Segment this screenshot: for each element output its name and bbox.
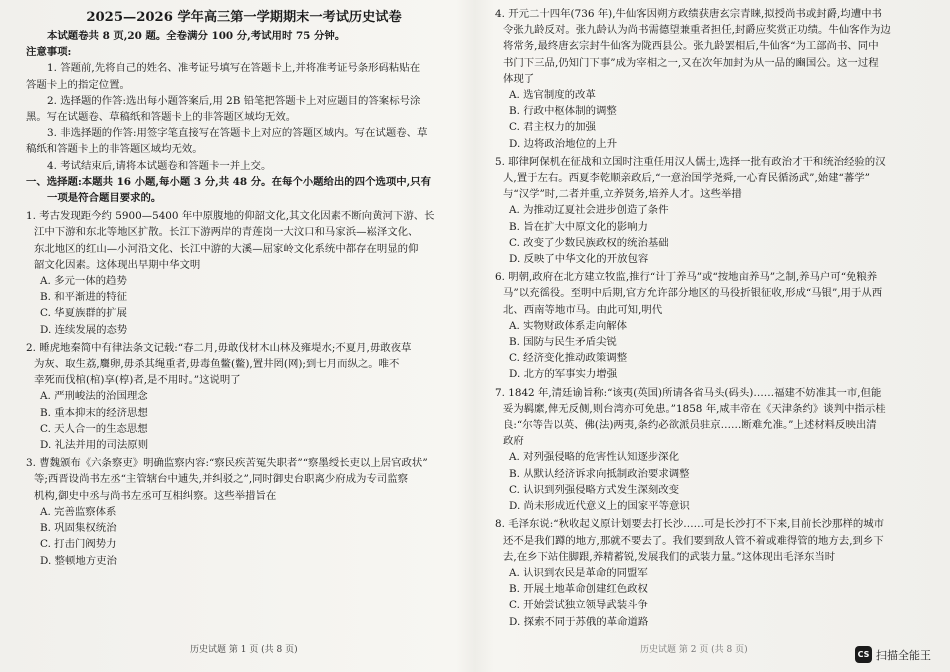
question-stem: 将常务,最终唐玄宗封牛仙客为陇西县公。张九龄罢相后,牛仙客“为工部尚书、同中 bbox=[503, 40, 879, 53]
option-d: D. 整顿地方吏治 bbox=[40, 554, 117, 567]
notice-line: 3. 非选择题的作答:用签字笔直接写在答题卡上对应的答题区域内。写在试题卷、草 bbox=[47, 127, 428, 140]
option-b: B. 和平渐进的特征 bbox=[40, 291, 127, 304]
exam-info: 本试题卷共 8 页,20 题。全卷满分 100 分,考试用时 75 分钟。 bbox=[47, 30, 346, 42]
question-stem: 6. 明朝,政府在北方建立牧监,推行“计丁养马”或“按地亩养马”之制,养马户可“免粮养 bbox=[495, 271, 878, 284]
option-d: D. 反映了中华文化的开放包容 bbox=[509, 253, 649, 266]
option-c: C. 开始尝试独立领导武装斗争 bbox=[509, 599, 648, 612]
question-stem: 人,置于左右。西夏李乾顺亲政后,“一意治国学尧舜,一心育民循汤武”,始建“蕃学” bbox=[503, 172, 870, 185]
question-stem: 4. 开元二十四年(736 年),牛仙客因朔方政绩获唐玄宗青睐,拟授尚书或封爵,均遭中书 bbox=[495, 8, 882, 20]
option-a: A. 对列强侵略的危害性认知逐步深化 bbox=[509, 451, 679, 464]
option-a: A. 认识到农民是革命的同盟军 bbox=[509, 566, 648, 579]
question-1 bbox=[26, 208, 462, 338]
option-a: A. 多元一体的趋势 bbox=[40, 275, 127, 288]
option-c: C. 认识到列强侵略方式发生深刻改变 bbox=[509, 483, 680, 496]
question-4 bbox=[495, 6, 923, 152]
notice-line: 2. 选择题的作答:选出每小题答案后,用 2B 铅笔把答题卡上对应题目的答案标号涂 bbox=[47, 94, 421, 107]
section-heading: 一、选择题:本题共 16 小题,每小题 3 分,共 48 分。在每个小题给出的四个选项中,只有 bbox=[26, 175, 432, 188]
notice-line: 稿纸和答题卡上的非答题区域均无效。 bbox=[26, 143, 203, 156]
question-stem: 8. 毛泽东说:“秋收起义原计划要去打长沙……可是长沙打不下来,目前长沙那样的城市 bbox=[495, 518, 885, 531]
question-stem: 体现了 bbox=[503, 72, 535, 85]
question-stem: 北、西南等地市马。由此可知,明代 bbox=[503, 303, 663, 316]
question-stem: 还不是我们蹲的地方,那就不要去了。我们要到敌人管不着或难得管的地方去,到乡下 bbox=[503, 534, 884, 547]
option-a: A. 完善监察体系 bbox=[40, 505, 117, 518]
question-stem: 良:“尔等告以英、佛(法)两夷,条约必欲派员驻京……断难允准。”上述材料反映出清 bbox=[503, 419, 877, 432]
scanner-watermark bbox=[855, 646, 931, 663]
question-3 bbox=[26, 455, 462, 568]
exam-title: 2025—2026 学年高三第一学期期末一考试历史试卷 bbox=[86, 10, 402, 25]
question-8 bbox=[495, 516, 923, 629]
page-footer-left: 历史试题 第 1 页 (共 8 页) bbox=[190, 645, 298, 655]
question-stem: 令张九龄反对。张九龄认为尚书需德望兼重者担任,封爵应奖赏正功绩。牛仙客作为边 bbox=[503, 24, 891, 37]
question-stem: 韶文化因素。这体现出早期中华文明 bbox=[34, 258, 201, 271]
option-d: D. 尚未形成近代意义上的国家平等意识 bbox=[509, 500, 690, 513]
option-c: C. 打击门阀势力 bbox=[40, 538, 117, 551]
question-stem: 幸死而伐棺(棺)享(椁)者,是不用时。”这说明了 bbox=[34, 374, 241, 387]
notice-heading: 注意事项: bbox=[26, 46, 72, 59]
option-d: D. 连续发展的态势 bbox=[40, 323, 128, 336]
question-stem: 马”以充徭役。至明中后期,官方允许部分地区的马役折银征收,形成“马银”,用于从西 bbox=[503, 287, 883, 300]
question-stem: 7. 1842 年,清廷谕旨称:“该夷(英国)所请各省马头(码头)……福建不妨准其一市,但能 bbox=[495, 386, 882, 399]
camscanner-logo-icon: CS bbox=[855, 646, 872, 663]
question-stem: 等;西晋设尚书左丞“主管辖台中逋失,并纠驳之”,同时御史台职离少府成为专司监察 bbox=[34, 473, 409, 486]
question-7 bbox=[495, 385, 923, 515]
option-b: B. 旨在扩大中原文化的影响力 bbox=[509, 220, 648, 233]
option-c: C. 天人合一的生态思想 bbox=[40, 422, 148, 435]
option-b: B. 行政中枢体制的调整 bbox=[509, 105, 617, 118]
option-c: C. 经济变化推动政策调整 bbox=[509, 352, 628, 365]
question-6 bbox=[495, 269, 923, 382]
question-stem: 机构,御史中丞与尚书左丞可互相纠察。这些举措旨在 bbox=[34, 489, 277, 502]
page-footer-right: 历史试题 第 2 页 (共 8 页) bbox=[640, 645, 748, 655]
question-stem: 2. 睡虎地秦简中有律法条文记载:“春二月,毋敢伐材木山林及雍堤水;不夏月,毋敢夜草 bbox=[26, 341, 412, 354]
notice-line: 4. 考试结束后,请将本试题卷和答题卡一并上交。 bbox=[47, 159, 272, 172]
question-2 bbox=[26, 340, 462, 453]
question-stem: 去,在乡下站住脚跟,养精蓄锐,发展我们的武装力量。”这体现出毛泽东当时 bbox=[503, 550, 836, 563]
option-a: A. 选官制度的改革 bbox=[509, 89, 596, 102]
option-c: C. 华夏族群的扩展 bbox=[40, 307, 127, 320]
section-heading-cont: 一项是符合题目要求的。 bbox=[47, 192, 162, 205]
right-column bbox=[495, 4, 923, 664]
option-b: B. 国防与民生矛盾尖锐 bbox=[509, 336, 617, 349]
option-a: A. 为推动辽夏社会进步创造了条件 bbox=[509, 204, 669, 217]
question-stem: 东北地区的红山—小河沿文化、长江中游的大溪—屈家岭文化系统中都存在明显的仰 bbox=[34, 242, 419, 255]
option-b: B. 重本抑末的经济思想 bbox=[40, 406, 148, 419]
option-d: D. 北方的军事实力增强 bbox=[509, 368, 618, 381]
question-5 bbox=[495, 154, 923, 267]
option-a: A. 严刑峻法的治国理念 bbox=[40, 390, 148, 403]
question-stem: 1. 考古发现距今约 5900—5400 年中原腹地的仰韶文化,其文化因素不断向黄河下游、长 bbox=[26, 210, 435, 223]
watermark-text: 扫描全能王 bbox=[876, 648, 931, 662]
question-stem: 政府 bbox=[503, 435, 524, 448]
left-column bbox=[26, 4, 462, 664]
question-stem: 妥为羁縻,俾无反侧,则台湾亦可免患。”1858 年,咸丰帝在《天津条约》谈判中指示桂 bbox=[503, 402, 886, 415]
question-stem: 江中下游和东北等地区扩散。长江下游两岸的青莲岗一大汶口和马家浜—崧泽文化、 bbox=[34, 226, 419, 239]
notice-line: 答题卡上的指定位置。 bbox=[26, 78, 130, 91]
question-stem: 书门下三品,仍知门下事”成为宰相之一,又在次年加封为从一品的豳国公。这一过程 bbox=[503, 56, 879, 69]
notice-list bbox=[26, 60, 462, 173]
option-a: A. 实物财政体系走向解体 bbox=[509, 319, 628, 332]
option-b: B. 从默认经济诉求向抵制政治要求调整 bbox=[509, 467, 690, 480]
option-b: B. 开展土地革命创建红色政权 bbox=[509, 583, 648, 596]
question-stem: 3. 曹魏颁布《六条察吏》明确监察内容:“察民疾苦冤失职者”“察墨绶长吏以上居官政状” bbox=[26, 457, 428, 470]
question-stem: 5. 耶律阿保机在征战和立国时注重任用汉人儒士,选择一批有政治才干和统治经验的汉 bbox=[495, 155, 886, 168]
option-b: B. 巩固集权统治 bbox=[40, 522, 117, 535]
option-d: D. 边将政治地位的上升 bbox=[509, 137, 618, 150]
option-c: C. 改变了少数民族政权的统治基础 bbox=[509, 236, 669, 249]
option-d: D. 礼法并用的司法原则 bbox=[40, 439, 149, 452]
option-c: C. 君主权力的加强 bbox=[509, 121, 596, 134]
notice-line: 1. 答题前,先将自己的姓名、准考证号填写在答题卡上,并将准考证号条形码粘贴在 bbox=[47, 62, 421, 75]
notice-line: 黑。写在试题卷、草稿纸和答题卡上的非答题区域均无效。 bbox=[26, 111, 297, 124]
question-stem: 为灰、取生荔,麛卵,毋杀其绳重者,毋毒鱼鳖(鳖),置井罔(网);到七月而纵之。唯不 bbox=[34, 358, 400, 371]
question-stem: 与“汉学”时,二者并重,立养贤务,培养人才。这些举措 bbox=[503, 188, 742, 201]
option-d: D. 探索不同于苏俄的革命道路 bbox=[509, 615, 649, 628]
